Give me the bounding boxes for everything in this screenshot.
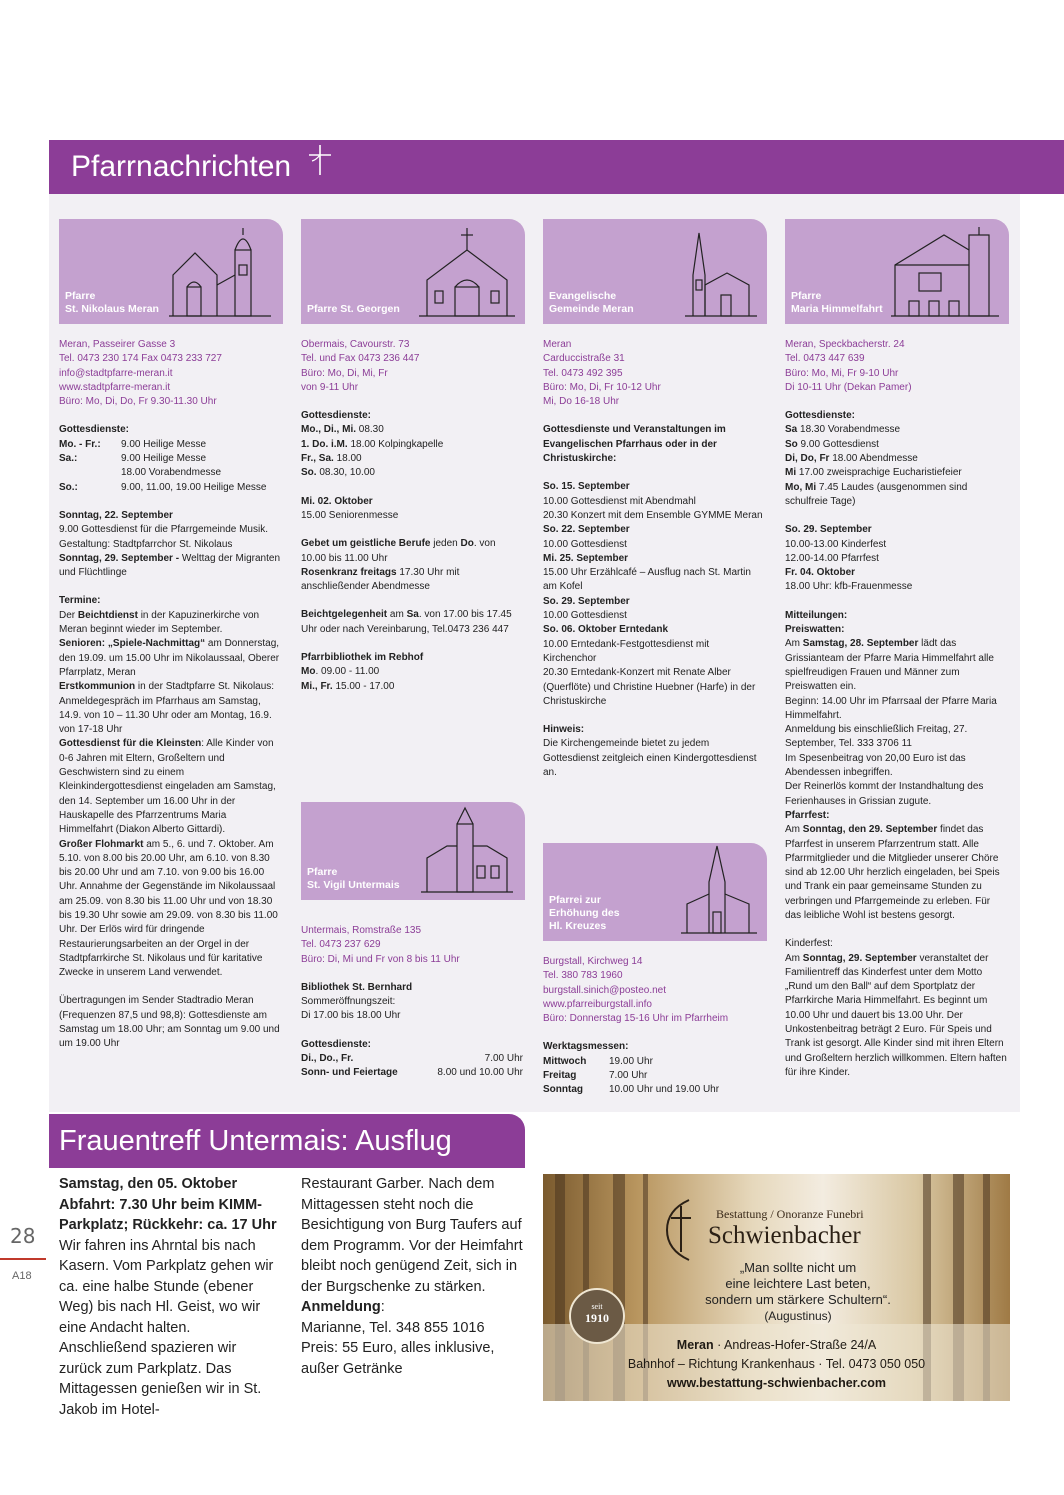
phone-line: Tel. und Fax 0473 236 447	[301, 353, 420, 365]
section-heading: Bibliothek St. Bernhard	[301, 981, 413, 993]
text-bold: Samstag, den 05. Oktober	[59, 1176, 238, 1192]
text: Am	[785, 824, 803, 836]
section-heading: Gottesdienste:	[301, 410, 372, 422]
text: Am	[785, 952, 803, 964]
church-kreuz-icon	[679, 842, 759, 937]
text: findet das Pfarrfest in unserem Pfarrzentrum statt. Alle Pfarrmitglieder und die Mitglieder unserer Chöre sind ab 12.00 Uhr herzlich eingeladen, bei Speis und Trank ein paar gemeinsame Stunden zu verbringen und Pfarrgemeinde zu erleben. Für das leibliche Wohl ist bestens gesorgt.	[785, 824, 1000, 921]
section-heading: Mitteilungen:	[785, 609, 848, 621]
schedule-time: 9.00 Heilige Messe	[121, 438, 207, 450]
ad-website-link[interactable]: www.bestattung-schwienbacher.com	[666, 1376, 887, 1390]
schedule-time: 7.45 Laudes (ausgenommen sind schulfreie Tage)	[785, 481, 968, 507]
schedule-day: Sa	[785, 424, 798, 436]
section-heading: Gottesdienste:	[301, 1038, 372, 1050]
address-line: Carduccistraße 31	[543, 353, 625, 365]
website-link[interactable]: www.pfarreiburgstall.info	[543, 998, 652, 1010]
cross-icon	[307, 141, 333, 195]
schedule-time: 18.00 Kolpingkapelle	[347, 438, 444, 450]
text: am 5., 6. und 7. Oktober. Am 5.10. von 8.00 bis 20.00 Uhr, am 6.10. von 8.30 bis 20.00 Uhr und am 7.10. von 9.00 bis 16.00 Uhr. Annahme der Gegenstände im Nikolaussaal am 25.09. von 8.30 bis 11.00 Uhr und von 18.30 bis 19.30 Uhr sowie am 29.09. von 8.30 bis 11.00 Uhr. Der Erlös wird für dringende Restaurierungsarbeiten an der Orgel in der Stadtpfarrkirche St. Nikolaus und für karitative Zwecke in unserem Land verwendet.	[59, 838, 278, 979]
text: Preis: 55 Euro, alles inklusive, außer Getränke	[301, 1340, 495, 1377]
page-number: 28	[10, 1224, 36, 1248]
schedule-time: 18.00 Abendmesse	[829, 453, 918, 465]
event-text: 9.00 Gottesdienst für die Pfarrgemeinde Musik. Gestaltung: Stadtpfarrchor St. Nikolaus	[59, 524, 268, 550]
ad-subtitle: Bestattung / Onoranze Funebri	[716, 1207, 864, 1221]
schedule-time: 08.30	[356, 424, 384, 436]
event-date: So. 06. Oktober Erntedank	[543, 624, 669, 636]
schedule-day: Fr., Sa.	[301, 453, 334, 465]
schedule-day: Mittwoch	[543, 1055, 587, 1067]
schedule-day: Mi., Fr.	[301, 680, 333, 692]
schedule-time: 18.00	[333, 453, 362, 465]
event-text: 15.00 Seniorenmesse	[301, 509, 399, 521]
page-code: A18	[12, 1270, 32, 1282]
schedule-day: 1. Do. i.M.	[301, 438, 348, 450]
event-date: Sonntag, 29. September -	[59, 552, 182, 564]
section-heading: Kinderfest:	[785, 938, 833, 950]
ad-company-name: Schwienbacher	[708, 1222, 861, 1249]
text: Di 17.00 bis 18.00 Uhr	[301, 1010, 401, 1022]
text: lädt das Grissianteam der Pfarre Maria Himmelfahrt alle spielfreudigen Frauen und Männer zum Preiswatten ein.	[785, 638, 994, 693]
schedule-day	[59, 466, 121, 480]
event-date: So. 15. September	[543, 481, 630, 493]
funeral-advertisement	[543, 1174, 1010, 1401]
event-date: Fr. 04. Oktober	[785, 567, 856, 579]
text-bold: Abfahrt: 7.30 Uhr beim KIMM-Parkplatz; Rückkehr: ca. 17 Uhr	[59, 1196, 277, 1233]
schedule-day: Di, Do, Fr	[785, 453, 830, 465]
church-vigil-icon	[417, 806, 517, 896]
card-title-line: Maria Himmelfahrt	[791, 303, 883, 315]
schedule-time: 9.00, 11.00, 19.00 Heilige Messe	[121, 481, 267, 493]
schedule-time: 9.00 Gottesdienst	[797, 438, 879, 450]
text-bold: Sonntag, den 29. September	[802, 824, 938, 836]
section-heading: Termine:	[59, 595, 101, 607]
card-title-line: Hl. Kreuzes	[549, 920, 607, 932]
schedule-day: Sa.:	[59, 453, 78, 465]
radio-info: Übertragungen im Sender Stadtradio Meran (Frequenzen 87,5 und 98,8): Gottesdienste am Samstag um 18.00 Uhr; am Sonntag um 9.00 und um 19.00 Uhr	[59, 995, 280, 1050]
phone-line: Tel. 0473 492 395	[543, 367, 623, 379]
evangelisch-column	[543, 338, 765, 794]
schedule-day: Mi	[785, 467, 797, 479]
text-bold: Erstkommunion	[59, 681, 136, 693]
event-text: 12.00-14.00 Pfarrfest	[785, 552, 879, 564]
event-text: 10.00 Gottesdienst	[543, 610, 627, 622]
office-hours: Büro: Mo, Di, Do, Fr 9.30-11.30 Uhr	[59, 396, 217, 408]
parish-card-kreuz	[543, 843, 767, 941]
card-title-line: Pfarre	[307, 866, 338, 878]
address-line: Meran, Passeirer Gasse 3	[59, 339, 176, 350]
schedule-time: 7.00 Uhr	[609, 1070, 648, 1082]
text: Der	[59, 609, 78, 621]
church-evangelisch-icon	[679, 225, 759, 320]
office-hours: Büro: Di, Mi und Fr von 8 bis 11 Uhr	[301, 953, 460, 965]
schedule-time: 18.00 Vorabendmesse	[121, 467, 222, 479]
event-date: Mi. 25. September	[543, 552, 629, 564]
text: Restaurant Garber. Nach dem Mittagessen steht noch die Besichtigung von Burg Taufers auf dem Programm. Vor der Heimfahrt bleibt noch genügend Zeit, sich in der Burgschenke zu stärken.	[301, 1176, 523, 1295]
schedule-day: So.	[301, 467, 317, 479]
schedule-time: . 09.00 - 11.00	[315, 666, 380, 678]
event-text: 10.00 Erntedank-Festgottesdienst mit Kirchenchor	[543, 638, 710, 664]
text: in der Kapuzinerkirche von Meran beginnt wieder im September.	[59, 609, 260, 636]
section-heading: Gottesdienste:	[59, 424, 130, 436]
text-bold: Beichtgelegenheit	[301, 609, 388, 621]
quote-line: eine leichtere Last beten,	[725, 1276, 871, 1291]
card-title-line: Pfarre	[65, 290, 96, 302]
church-georgen-icon	[417, 225, 517, 320]
event-text: 20.30 Konzert mit dem Ensemble GYMME Meran	[543, 509, 763, 521]
office-hours: Mi, Do 16-18 Uhr	[543, 396, 620, 408]
section-heading: Werktagsmessen:	[543, 1041, 629, 1053]
text-bold: Anmeldung	[301, 1299, 381, 1315]
schedule-time: 08.30, 10.00	[316, 467, 375, 479]
schedule-time: 8.00 und 10.00 Uhr	[437, 1067, 523, 1079]
seal-text: seit	[591, 1302, 603, 1311]
schedule-time: 19.00 Uhr	[609, 1055, 653, 1067]
parish-card-georgen	[301, 219, 525, 324]
text-bold: Großer Flohmarkt	[59, 838, 144, 850]
himmelfahrt-column	[785, 338, 1009, 1094]
parish-card-vigil	[301, 802, 525, 900]
card-title-line: Erhöhung des	[549, 907, 620, 919]
section-heading: Preiswatten:	[785, 624, 845, 636]
section-banner	[49, 140, 1064, 194]
text: Sommeröffnungszeit:	[301, 996, 396, 1008]
event-text: 10.00 Gottesdienst mit Abendmahl	[543, 495, 696, 507]
address-line: Obermais, Cavourstr. 73	[301, 339, 410, 350]
ad-quote	[653, 1260, 943, 1324]
text-bold: Sa	[406, 609, 419, 621]
schedule-day: Sonntag	[543, 1084, 583, 1096]
event-text: 20.30 Erntedank-Konzert mit Renate Alber (Querflöte) und Christine Huebner (Harfe) in der Christuskirche	[543, 667, 756, 707]
card-title-line: Pfarre St. Georgen	[307, 303, 400, 315]
text-bold: Samstag, 28. September	[802, 638, 919, 650]
text: veranstaltet der Familientreff das Kinderfest unter dem Motto „Rund um den Ball“ auf dem Sportplatz der Pfarrkirche Maria Himmelfahrt. Es beginnt um 10.00 Uhr und dauert bis 13.00 Uhr. Der Unkostenbeitrag beträgt 2 Euro. Für Speis und Trank ist gesorgt. Alle Kinder sind mit ihren Eltern und Großeltern herzlich willkommen. Eltern haften für ihre Kinder.	[785, 952, 1007, 1078]
schedule-time: 9.00 Heilige Messe	[121, 453, 207, 465]
schedule-day: Mo., Di., Mi.	[301, 424, 356, 436]
text: . von 17.00 bis 17.45 Uhr oder nach Vereinbarung, Tel.0473 236 447	[301, 609, 512, 635]
seal-year: 1910	[585, 1311, 609, 1325]
nikolaus-column	[59, 338, 281, 1066]
schedule-day: So.:	[59, 481, 78, 493]
office-hours: Büro: Mo, Di, Fr 10-12 Uhr	[543, 381, 661, 393]
text-bold: Senioren: „Spiele-Nachmittag“	[59, 638, 206, 650]
section-heading: Gottesdienste:	[785, 410, 856, 422]
website-link[interactable]: www.stadtpfarre-meran.it	[59, 381, 171, 393]
quote-author: (Augustinus)	[764, 1309, 832, 1323]
text: Bahnhof – Richtung Krankenhaus · Tel. 0473 050 050	[627, 1357, 926, 1371]
event-text: Welttag der Migranten und Flüchtlinge	[59, 552, 281, 579]
text: in der Stadtpfarre St. Nikolaus: Anmeldegespräch im Pfarrhaus am Samstag, 14.9. von 10 – 11.30 Uhr oder am Montag, 16.9. von 17-18 Uhr	[59, 681, 275, 736]
kreuz-column	[543, 955, 765, 1112]
text: Am	[785, 638, 803, 650]
schedule-time: 18.30 Vorabendmesse	[797, 424, 901, 436]
frauentreff-banner	[49, 1114, 525, 1168]
text: Anmeldung bis einschließlich Freitag, 27. September, Tel. 333 3706 11	[785, 724, 968, 750]
address-line: Meran	[543, 339, 572, 350]
church-himmelfahrt-icon	[889, 225, 1001, 320]
schedule-time: 7.00 Uhr	[484, 1053, 523, 1065]
section-heading: Hinweis:	[543, 724, 585, 736]
quote-line: sondern um stärkere Schultern“.	[705, 1292, 891, 1307]
section-heading: Pfarrfest:	[785, 809, 830, 821]
address-line: Meran, Speckbacherstr. 24	[785, 339, 905, 350]
email-link[interactable]: info@stadtpfarre-meran.it	[59, 367, 173, 379]
section-heading: Pfarrbibliothek im Rebhof	[301, 652, 424, 664]
card-title-line: St. Nikolaus Meran	[65, 303, 159, 315]
office-hours: Di 10-11 Uhr (Dekan Pamer)	[785, 381, 912, 393]
quote-line: „Man sollte nicht um	[739, 1260, 857, 1275]
text-bold: Gottesdienst für die Kleinsten	[59, 738, 202, 750]
event-date: Mi. 02. Oktober	[301, 495, 373, 507]
card-title-line: Pfarre	[791, 290, 822, 302]
office-hours: Büro: Mo, Di, Mi, Fr	[301, 367, 388, 379]
event-text: 10.00 Gottesdienst	[543, 538, 627, 550]
text: Im Spesenbeitrag von 20,00 Euro ist das Abendessen inbegriffen.	[785, 752, 966, 779]
office-hours: Büro: Mo, Mi, Fr 9-10 Uhr	[785, 367, 899, 379]
office-hours: Büro: Donnerstag 15-16 Uhr im Pfarrheim	[543, 1013, 729, 1025]
schedule-time: 15.00 - 17.00	[332, 680, 395, 692]
event-date: So. 29. September	[543, 595, 630, 607]
text: · Andreas-Hofer-Straße 24/A	[713, 1338, 877, 1352]
address-line: Untermais, Romstraße 135	[301, 925, 422, 936]
cross-logo-icon	[661, 1196, 711, 1262]
card-title-line: Pfarrei zur	[549, 894, 601, 906]
schedule-day: Sonn- und Feiertage	[301, 1067, 398, 1079]
phone-line: Tel. 380 783 1960	[543, 970, 623, 982]
page-title: Pfarrnachrichten	[71, 150, 292, 183]
text: jeden	[430, 538, 461, 550]
text: am Donnerstag, den 19.09. um 15.00 Uhr im Nikolaussaal, Oberer Pfarrplatz, Meran	[59, 638, 280, 678]
email-link[interactable]: burgstall.sinich@posteo.net	[543, 984, 666, 996]
ad-address	[543, 1336, 1010, 1393]
church-nikolaus-icon	[165, 225, 275, 320]
text: . von 10.00 bis 11.00 Uhr	[301, 538, 496, 564]
frauentreff-right: Restaurant Garber. Nach dem Mittagessen steht noch die Besichtigung von Burg Taufers auf dem Programm. Vor der Heimfahrt bleibt noch genügend Zeit, sich in der Burgschenke zu stärken. Anmeldung: Marianne, Tel. 348 855 1016 Preis: 55 Euro, alles inklusive, außer Getränke	[301, 1176, 523, 1377]
text: Wir fahren ins Ahrntal bis nach Kasern. Vom Parkplatz gehen wir ca. eine halbe Stunde (ebener Weg) bis nach Hl. Geist, wo wir eine Andacht halten. Anschließend spazieren wir zurück zum Parkplatz. Das Mittagessen genießen wir in St. Jakob im Hotel-	[59, 1237, 274, 1418]
schedule-day: Mo. - Fr.:	[59, 438, 101, 450]
schedule-day: Mo	[301, 666, 316, 678]
section-heading: Gottesdienste und Veranstaltungen im Evangelischen Pfarrhaus oder in der Christuskirche:	[543, 424, 726, 465]
frauentreff-title: Frauentreff Untermais: Ausflug	[59, 1125, 452, 1157]
page-divider	[0, 1258, 46, 1260]
text: Die Kirchengemeinde bietet zu jedem Gottesdienst zeitgleich einen Kindergottesdienst an.	[543, 738, 757, 779]
schedule-day: Freitag	[543, 1070, 577, 1082]
schedule-day: Mo, Mi	[785, 481, 817, 493]
text-bold: Rosenkranz freitags	[301, 566, 397, 578]
phone-line: Tel. 0473 237 629	[301, 939, 381, 951]
georgen-column	[301, 338, 523, 708]
schedule-day: Di., Do., Fr.	[301, 1053, 354, 1065]
event-text: 15.00 Uhr Erzählcafé – Ausflug nach St. Martin am Kofel	[543, 567, 751, 593]
text-bold: Beichtdienst	[77, 609, 138, 621]
card-title-line: St. Vigil Untermais	[307, 879, 400, 891]
parish-card-nikolaus	[59, 219, 283, 324]
text: Der Reinerlös kommt der Instandhaltung des Ferienhauses in Grissian zugute.	[785, 781, 984, 807]
text-bold: Gebet um geistliche Berufe	[301, 538, 431, 550]
text: am	[387, 609, 407, 621]
vigil-column	[301, 924, 523, 1095]
text-bold: Meran	[676, 1338, 714, 1352]
address-line: Burgstall, Kirchweg 14	[543, 956, 643, 967]
event-date: So. 29. September	[785, 524, 872, 536]
event-text: 10.00-13.00 Kinderfest	[785, 538, 887, 550]
text-bold: Do	[460, 538, 474, 550]
text: Beginn: 14.00 Uhr im Pfarrsaal der Pfarre Maria Himmelfahrt.	[785, 695, 997, 721]
phone-line: Tel. 0473 230 174 Fax 0473 233 727	[59, 353, 222, 365]
event-text: 18.00 Uhr: kfb-Frauenmesse	[785, 581, 913, 593]
text: Marianne, Tel. 348 855 1016	[301, 1319, 485, 1336]
schedule-time: 10.00 Uhr und 19.00 Uhr	[609, 1084, 720, 1096]
frauentreff-left	[59, 1174, 281, 1420]
parish-card-himmelfahrt	[785, 219, 1009, 324]
schedule-day: So	[785, 438, 798, 450]
text: 17.30 Uhr mit anschließender Abendmesse	[301, 566, 460, 593]
phone-line: Tel. 0473 447 639	[785, 353, 865, 365]
parish-card-evangelisch	[543, 219, 767, 324]
event-date: So. 22. September	[543, 524, 630, 536]
text-bold: Sonntag, 29. September	[802, 952, 917, 964]
card-title-line: Evangelische	[549, 290, 617, 302]
event-date: Sonntag, 22. September	[59, 509, 173, 521]
text: : Alle Kinder von 0-6 Jahren mit Eltern, Großeltern und Geschwistern sind zu einem Kleinkindergottesdienst eingeladen am Samstag, den 14. September um 16.00 Uhr in der Hauskapelle des Pfarrzentrums Maria Himmelfahrt (Diakon Alberto Gittardi).	[59, 738, 276, 836]
schedule-time: 17.00 zweisprachige Eucharistiefeier	[796, 467, 962, 479]
office-hours: von 9-11 Uhr	[301, 381, 359, 393]
card-title-line: Gemeinde Meran	[549, 303, 634, 315]
